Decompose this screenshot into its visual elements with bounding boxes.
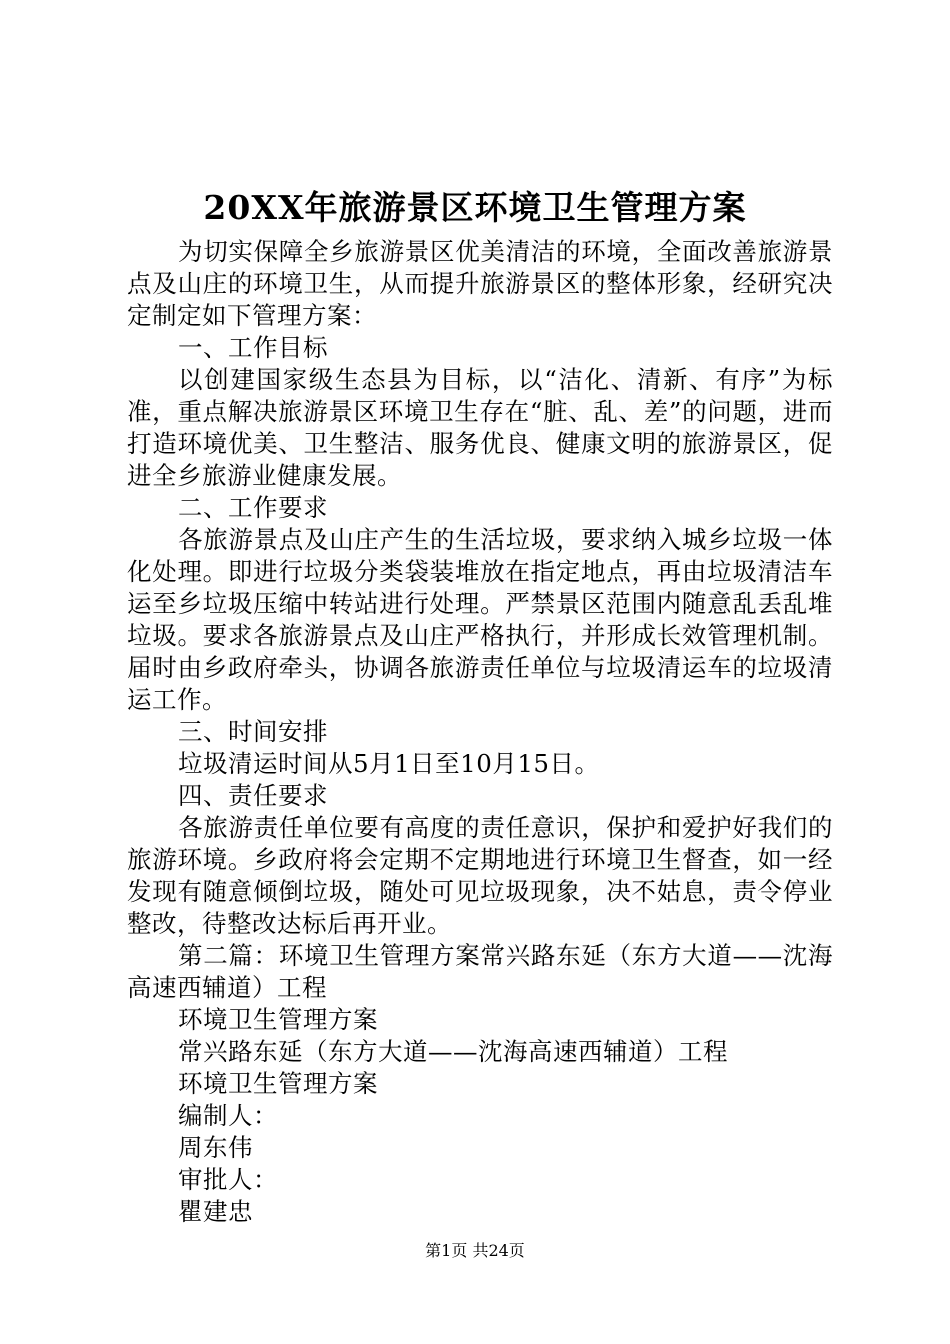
paragraph-approver-label: 审批人： bbox=[178, 1165, 278, 1194]
section-heading-responsibility: 四、责任要求 bbox=[178, 781, 328, 810]
paragraph-requirements: 各旅游景点及山庄产生的生活垃圾，要求纳入城乡垃圾一体化处理。即进行垃圾分类袋装堆放在指定地点，再由垃圾清洁车运至乡垃圾压缩中转站进行处理。严禁景区范围内随意乱丢乱堆垃圾。要求各旅游景点及山庄严格执行，并形成长效管理机制。届时由乡政府牵头，协调各旅游责任单位与垃圾清运车的垃圾清运工作。 bbox=[127, 525, 833, 714]
document-body bbox=[127, 236, 833, 1228]
paragraph-author-label: 编制人： bbox=[178, 1101, 278, 1130]
paragraph-author-name: 周东伟 bbox=[178, 1133, 253, 1162]
paragraph-plan-title: 环境卫生管理方案 bbox=[178, 1005, 378, 1034]
section-heading-goals: 一、工作目标 bbox=[178, 333, 328, 362]
paragraph-second-part-heading: 第二篇：环境卫生管理方案常兴路东延（东方大道——沈海高速西辅道）工程 bbox=[127, 941, 833, 1002]
document-title: 20XX年旅游景区环境卫生管理方案 bbox=[203, 188, 747, 227]
section-heading-requirements: 二、工作要求 bbox=[178, 493, 328, 522]
paragraph-goals: 以创建国家级生态县为目标，以“洁化、清新、有序”为标准，重点解决旅游景区环境卫生存在“脏、乱、差”的问题，进而打造环境优美、卫生整洁、服务优良、健康文明的旅游景区，促进全乡旅游业健康发展。 bbox=[127, 365, 833, 490]
paragraph-intro: 为切实保障全乡旅游景区优美清洁的环境，全面改善旅游景点及山庄的环境卫生，从而提升旅游景区的整体形象，经研究决定制定如下管理方案： bbox=[127, 237, 833, 330]
section-heading-schedule: 三、时间安排 bbox=[178, 717, 328, 746]
paragraph-responsibility: 各旅游责任单位要有高度的责任意识，保护和爱护好我们的旅游环境。乡政府将会定期不定期地进行环境卫生督查，如一经发现有随意倾倒垃圾，随处可见垃圾现象，决不姑息，责令停业整改，待整改达标后再开业。 bbox=[127, 813, 833, 938]
page-number-footer: 第1页 共24页 bbox=[425, 1241, 525, 1260]
paragraph-approver-name: 瞿建忠 bbox=[178, 1197, 253, 1226]
paragraph-project-name: 常兴路东延（东方大道——沈海高速西辅道）工程 bbox=[178, 1037, 728, 1066]
paragraph-schedule: 垃圾清运时间从5月1日至10月15日。 bbox=[178, 749, 600, 778]
paragraph-plan-title-repeat: 环境卫生管理方案 bbox=[178, 1069, 378, 1098]
